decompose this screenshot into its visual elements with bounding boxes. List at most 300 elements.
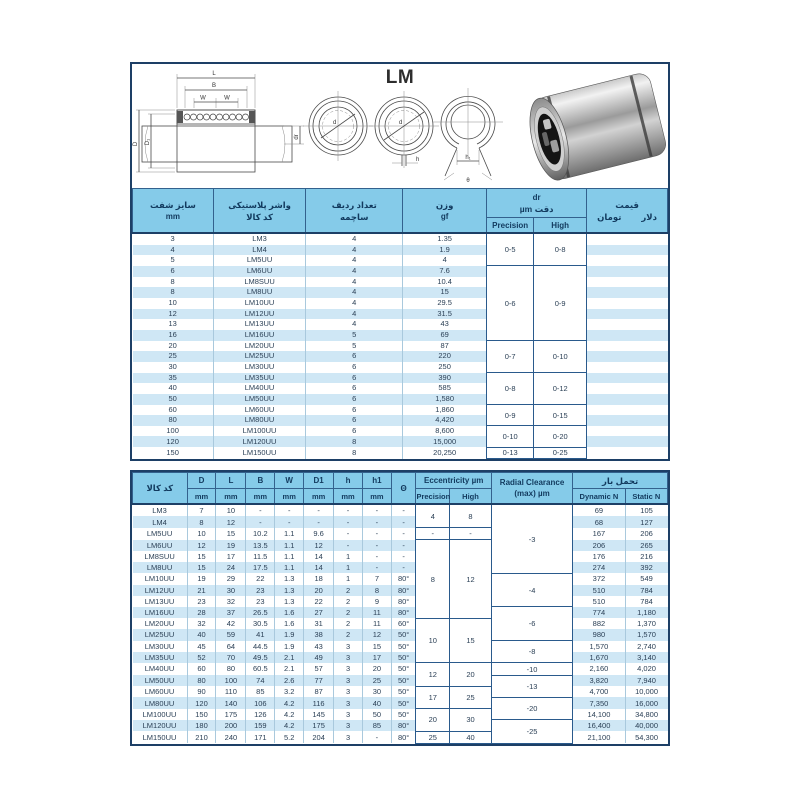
table-cell: 68: [573, 516, 625, 527]
table-cell: 2.1: [275, 652, 304, 663]
table-cell: LM150UU: [142, 732, 177, 742]
radial-label1: Radial Clearance: [499, 478, 565, 488]
table-row: [133, 436, 668, 447]
table-cell: 85: [246, 686, 275, 697]
table-cell: [587, 309, 668, 320]
table-row: [133, 351, 668, 362]
table-row: [133, 277, 668, 288]
table-cell: 882: [573, 618, 625, 629]
merged-cell: 20: [416, 709, 450, 731]
front-view-2: [369, 91, 439, 168]
side-view-diagram: [133, 71, 304, 172]
table-row: [133, 675, 668, 686]
table-cell: 10.2: [246, 528, 275, 540]
table-row: [133, 641, 668, 652]
th-dim-D1: [304, 473, 334, 489]
table-cell: 49: [304, 652, 334, 663]
th-dim-D: [187, 473, 216, 489]
table-cell: 116: [304, 697, 334, 708]
th-price: [587, 189, 668, 234]
table-cell: 28: [187, 607, 216, 618]
table-row: [133, 405, 668, 416]
table-cell: 15: [187, 551, 216, 562]
table-cell: -: [334, 516, 363, 527]
table-cell: -: [391, 528, 416, 540]
table-cell: 1,580: [403, 394, 487, 405]
table-cell: 1,570: [573, 641, 625, 652]
table-cell: 10: [187, 528, 216, 540]
table-cell: LM5UU: [213, 255, 306, 266]
th-unit-mm: mm: [246, 489, 275, 505]
th-unit-mm: mm: [362, 489, 391, 505]
table-cell: 1.9: [403, 245, 487, 256]
table-cell: 77: [304, 675, 334, 686]
table-cell: 105: [625, 504, 667, 516]
table-cell: 8: [187, 516, 216, 527]
table-cell: 19: [216, 540, 246, 551]
table-cell: 16,000: [625, 697, 667, 708]
table-row: [133, 720, 668, 731]
table-cell: 1,370: [625, 618, 667, 629]
table-cell: 8: [306, 436, 403, 447]
table-cell: 90: [187, 686, 216, 697]
table-cell: 7,940: [625, 675, 667, 686]
table-cell: 372: [573, 573, 625, 584]
table-cell: 35: [168, 372, 177, 382]
table-cell: 11: [362, 618, 391, 629]
table-cell: 2: [334, 629, 363, 640]
table-cell: LM40UU: [213, 383, 306, 394]
table-cell: 87: [403, 341, 487, 352]
table-row: [133, 731, 668, 743]
table-cell: 3.2: [275, 686, 304, 697]
merged-cell: 25: [416, 731, 450, 743]
table-cell: 25: [362, 675, 391, 686]
code-col-label: کد کالا: [146, 483, 174, 494]
table-cell: 16,400: [573, 720, 625, 731]
dim-col-label: D1: [313, 476, 324, 486]
table-cell: 204: [304, 731, 334, 743]
table-cell: LM20UU: [213, 341, 306, 352]
table-cell: 6: [306, 362, 403, 373]
table-cell: 1.9: [275, 641, 304, 652]
table-cell: 60: [187, 663, 216, 675]
table-cell: [587, 362, 668, 373]
merged-cell: 0-7: [487, 341, 534, 373]
table-row: [133, 309, 668, 320]
table-row: [133, 394, 668, 405]
price-label: قیمت: [615, 199, 639, 210]
table-cell: LM13UU: [144, 596, 175, 606]
table-row: [133, 373, 668, 384]
table-row: [133, 504, 668, 516]
table-cell: 13.5: [246, 540, 275, 551]
table-cell: -: [391, 504, 416, 516]
shaft-size-label: سایز شفت: [149, 200, 196, 210]
table-cell: 3: [334, 686, 363, 697]
table-row: [133, 319, 668, 330]
table-cell: 4: [306, 277, 403, 288]
dim-label-dr: dr: [294, 134, 300, 140]
table-cell: -: [362, 731, 391, 743]
table-cell: [587, 287, 668, 298]
merged-cell: 8: [450, 504, 492, 527]
th-dr: [487, 189, 587, 218]
table-cell: 2: [334, 618, 363, 629]
table-cell: 14,100: [573, 709, 625, 720]
front-view-3: [433, 88, 503, 184]
table-cell: 70: [216, 652, 246, 663]
table-cell: 3: [334, 720, 363, 731]
merged-cell: 0-12: [534, 373, 587, 405]
table-cell: 15,000: [403, 436, 487, 447]
table-row: [133, 330, 668, 341]
table-cell: 127: [625, 516, 667, 527]
table-row: [133, 447, 668, 459]
table-cell: 11: [362, 607, 391, 618]
table-cell: 9: [362, 596, 391, 607]
table-cell: 69: [573, 504, 625, 516]
table-cell: 12: [362, 629, 391, 640]
table-cell: LM100UU: [213, 426, 306, 437]
table-cell: 50°: [391, 709, 416, 720]
dim-label-W2: W: [224, 95, 230, 102]
th-shaft-size: [133, 189, 214, 234]
merged-cell: 0-9: [534, 266, 587, 341]
table-cell: 80°: [391, 731, 416, 743]
table-cell: 3: [334, 675, 363, 686]
code-label: کد کالا: [246, 211, 273, 222]
table-cell: [587, 426, 668, 437]
table-row: [133, 298, 668, 309]
table-cell: 87: [304, 686, 334, 697]
table-cell: -: [362, 528, 391, 540]
table-cell: 250: [403, 362, 487, 373]
front-view-diagrams: [303, 88, 503, 184]
table-cell: 7.6: [403, 266, 487, 277]
table-cell: LM35UU: [144, 652, 175, 662]
table-cell: LM13UU: [213, 319, 306, 330]
table-cell: 150: [166, 447, 179, 457]
sheet-title: LM: [385, 67, 415, 88]
table-cell: -: [275, 516, 304, 527]
table-cell: [587, 373, 668, 384]
table-cell: 40: [168, 383, 177, 393]
table-cell: 22: [246, 573, 275, 584]
table-cell: LM30UU: [213, 362, 306, 373]
table-cell: 3,140: [625, 652, 667, 663]
th-unit-mm: mm: [216, 489, 246, 505]
table-cell: 2.1: [275, 663, 304, 675]
table-cell: [587, 383, 668, 394]
table-cell: 100: [166, 425, 179, 435]
table-row: [133, 255, 668, 266]
table-row: [133, 362, 668, 373]
table-cell: 274: [573, 562, 625, 573]
radial-label2: (max) µm: [514, 489, 550, 499]
table-cell: 19: [187, 573, 216, 584]
th-load: [573, 473, 668, 489]
table-cell: 69: [403, 330, 487, 341]
table-row: [133, 618, 668, 629]
table-cell: -: [391, 551, 416, 562]
bottom-section: [130, 470, 670, 745]
table-cell: 4.2: [275, 697, 304, 708]
th-unit-mm: mm: [275, 489, 304, 505]
dim-col-label: h1: [372, 476, 382, 486]
table-cell: 14: [304, 562, 334, 573]
dim-label-D: D: [133, 141, 139, 147]
table-cell: 4: [403, 255, 487, 266]
th-radial-clearance: [491, 473, 572, 505]
weight-unit: gf: [440, 212, 449, 221]
table-cell: 50°: [391, 697, 416, 708]
ball-rows-label1: تعداد ردیف: [331, 199, 377, 210]
merged-cell: 4: [416, 504, 450, 527]
table-row: [133, 607, 668, 618]
table-cell: -: [362, 540, 391, 551]
table-cell: 12: [216, 516, 246, 527]
table-cell: 80°: [391, 573, 416, 584]
table-cell: LM12UU: [213, 309, 306, 320]
merged-cell: 30: [450, 709, 492, 731]
table-cell: 64: [216, 641, 246, 652]
table-row: [133, 383, 668, 394]
table-cell: 6: [306, 394, 403, 405]
merged-cell: 0-8: [487, 373, 534, 405]
table-cell: LM20UU: [144, 619, 175, 629]
table-cell: 45: [187, 641, 216, 652]
lm-dimensions-table: [132, 472, 668, 743]
table-cell: 31: [304, 618, 334, 629]
table-cell: 2: [334, 585, 363, 596]
merged-cell: -25: [491, 720, 572, 743]
table-cell: 1,860: [403, 405, 487, 416]
table-cell: 20: [168, 340, 177, 350]
table-cell: 5.2: [275, 731, 304, 743]
merged-cell: -3: [491, 504, 572, 573]
table-row: [133, 528, 668, 540]
table-cell: LM10UU: [144, 574, 175, 584]
table-cell: 176: [573, 551, 625, 562]
table-cell: 1,180: [625, 607, 667, 618]
table-cell: [587, 233, 668, 245]
table-cell: 80: [187, 675, 216, 686]
table-cell: 17.5: [246, 562, 275, 573]
table-cell: [587, 394, 668, 405]
merged-cell: -6: [491, 607, 572, 641]
theta-label: Θ: [400, 483, 407, 493]
table-cell: 80°: [391, 596, 416, 607]
table-cell: LM150UU: [213, 447, 306, 459]
table-cell: 8: [170, 287, 175, 297]
merged-cell: 12: [416, 663, 450, 686]
th-ball-rows: [306, 189, 403, 234]
table-cell: 80: [216, 663, 246, 675]
table-cell: 80°: [391, 720, 416, 731]
table-cell: LM10UU: [213, 298, 306, 309]
table-cell: [587, 277, 668, 288]
table-cell: [587, 266, 668, 277]
merged-cell: 25: [450, 686, 492, 708]
table-cell: LM3: [152, 506, 167, 516]
table-cell: LM5UU: [146, 529, 173, 539]
table-cell: 5: [170, 255, 175, 265]
table-cell: 3: [334, 641, 363, 652]
table-cell: 12: [168, 308, 177, 318]
th-precision: Precision: [487, 218, 534, 234]
table-cell: 3: [334, 731, 363, 743]
table-cell: 106: [246, 697, 275, 708]
table-row: [133, 287, 668, 298]
table-cell: -: [362, 516, 391, 527]
table-cell: 12: [187, 540, 216, 551]
table-cell: 10,000: [625, 686, 667, 697]
table-cell: 4,700: [573, 686, 625, 697]
table-cell: 6: [306, 383, 403, 394]
table-cell: 175: [216, 709, 246, 720]
table-cell: 16: [168, 329, 177, 339]
table-cell: 15: [216, 528, 246, 540]
table-cell: LM25UU: [213, 351, 306, 362]
table-cell: 2: [334, 607, 363, 618]
table-cell: LM80UU: [144, 698, 175, 708]
table-cell: 4: [306, 255, 403, 266]
table-cell: 2,740: [625, 641, 667, 652]
table-row: [133, 551, 668, 562]
dim-label-D1: D₁: [145, 138, 151, 146]
table-cell: 44.5: [246, 641, 275, 652]
table-cell: LM4: [213, 245, 306, 256]
table-cell: 80°: [391, 607, 416, 618]
merged-cell: 0-5: [487, 233, 534, 266]
table-cell: 10: [216, 504, 246, 516]
table-cell: -: [362, 562, 391, 573]
table-cell: 74: [246, 675, 275, 686]
table-cell: 20,250: [403, 447, 487, 459]
table-cell: 23: [246, 596, 275, 607]
table-cell: 13: [168, 319, 177, 329]
table-cell: LM6UU: [146, 540, 173, 550]
table-cell: 17: [362, 652, 391, 663]
table-cell: 17: [216, 551, 246, 562]
table-cell: 3: [334, 663, 363, 675]
table-cell: 3: [334, 709, 363, 720]
table-cell: LM3: [213, 233, 306, 245]
table-cell: 784: [625, 596, 667, 607]
dim-label-h1: h₁: [465, 155, 471, 161]
table-cell: 22: [304, 596, 334, 607]
table-cell: 4,020: [625, 663, 667, 675]
table-cell: 980: [573, 629, 625, 640]
table-cell: 14: [304, 551, 334, 562]
table-row: [133, 540, 668, 551]
table-row: [133, 629, 668, 640]
table-cell: 80: [168, 415, 177, 425]
table-cell: 32: [187, 618, 216, 629]
table-cell: 4: [306, 245, 403, 256]
table-cell: 21,100: [573, 731, 625, 743]
table-cell: 8: [170, 276, 175, 286]
datasheet: [130, 62, 670, 746]
table-row: [133, 245, 668, 256]
table-cell: 220: [403, 351, 487, 362]
table-cell: 50: [168, 393, 177, 403]
table-cell: 1.3: [275, 596, 304, 607]
table-cell: 1.1: [275, 528, 304, 540]
merged-cell: -4: [491, 573, 572, 607]
table-cell: 1.6: [275, 618, 304, 629]
table-cell: 175: [304, 720, 334, 731]
table-cell: -: [391, 516, 416, 527]
table-cell: 6: [306, 415, 403, 426]
table-cell: 216: [625, 551, 667, 562]
table-cell: 10.4: [403, 277, 487, 288]
table-cell: 54,300: [625, 731, 667, 743]
merged-cell: -8: [491, 641, 572, 663]
table-cell: -: [246, 504, 275, 516]
table-row: [133, 652, 668, 663]
shaft-size-unit: mm: [165, 212, 180, 221]
table-cell: LM120UU: [142, 720, 177, 730]
table-cell: 210: [187, 731, 216, 743]
table-cell: 1.1: [275, 562, 304, 573]
th-unit-mm: mm: [304, 489, 334, 505]
table-cell: 4: [306, 287, 403, 298]
table-cell: 6: [306, 405, 403, 416]
table-cell: [587, 405, 668, 416]
table-cell: 4.2: [275, 720, 304, 731]
table-cell: 2.6: [275, 675, 304, 686]
table-cell: 50°: [391, 686, 416, 697]
dim-label-d-2: d: [399, 120, 403, 126]
table-cell: 180: [187, 720, 216, 731]
table-cell: 4: [306, 266, 403, 277]
table-cell: [587, 298, 668, 309]
table-row: [133, 686, 668, 697]
th-product-code: [213, 189, 306, 234]
table2-body: [133, 504, 668, 743]
table-cell: 52: [187, 652, 216, 663]
table-cell: LM50UU: [213, 394, 306, 405]
dr-sub-label: دقت µm: [519, 203, 554, 214]
table-cell: 150: [187, 709, 216, 720]
table-cell: 200: [216, 720, 246, 731]
table-cell: 2,160: [573, 663, 625, 675]
table-cell: 34,800: [625, 709, 667, 720]
table-cell: 4: [170, 244, 175, 254]
merged-cell: -: [450, 528, 492, 540]
table-cell: 29.5: [403, 298, 487, 309]
th-unit-mm: mm: [187, 489, 216, 505]
table-cell: 4: [306, 298, 403, 309]
table-cell: 27: [304, 607, 334, 618]
th-ecc-high: High: [450, 489, 492, 505]
table-cell: LM30UU: [144, 641, 175, 651]
table-cell: LM120UU: [213, 436, 306, 447]
table-cell: -: [304, 516, 334, 527]
merged-cell: 8: [416, 540, 450, 618]
table-cell: 5: [306, 341, 403, 352]
table-cell: 60.5: [246, 663, 275, 675]
table-cell: 12: [304, 540, 334, 551]
table-cell: [587, 245, 668, 256]
table-cell: 20: [304, 585, 334, 596]
table-cell: 2: [334, 596, 363, 607]
table-cell: 7: [362, 573, 391, 584]
table-cell: 43: [403, 319, 487, 330]
table-cell: 1.6: [275, 607, 304, 618]
